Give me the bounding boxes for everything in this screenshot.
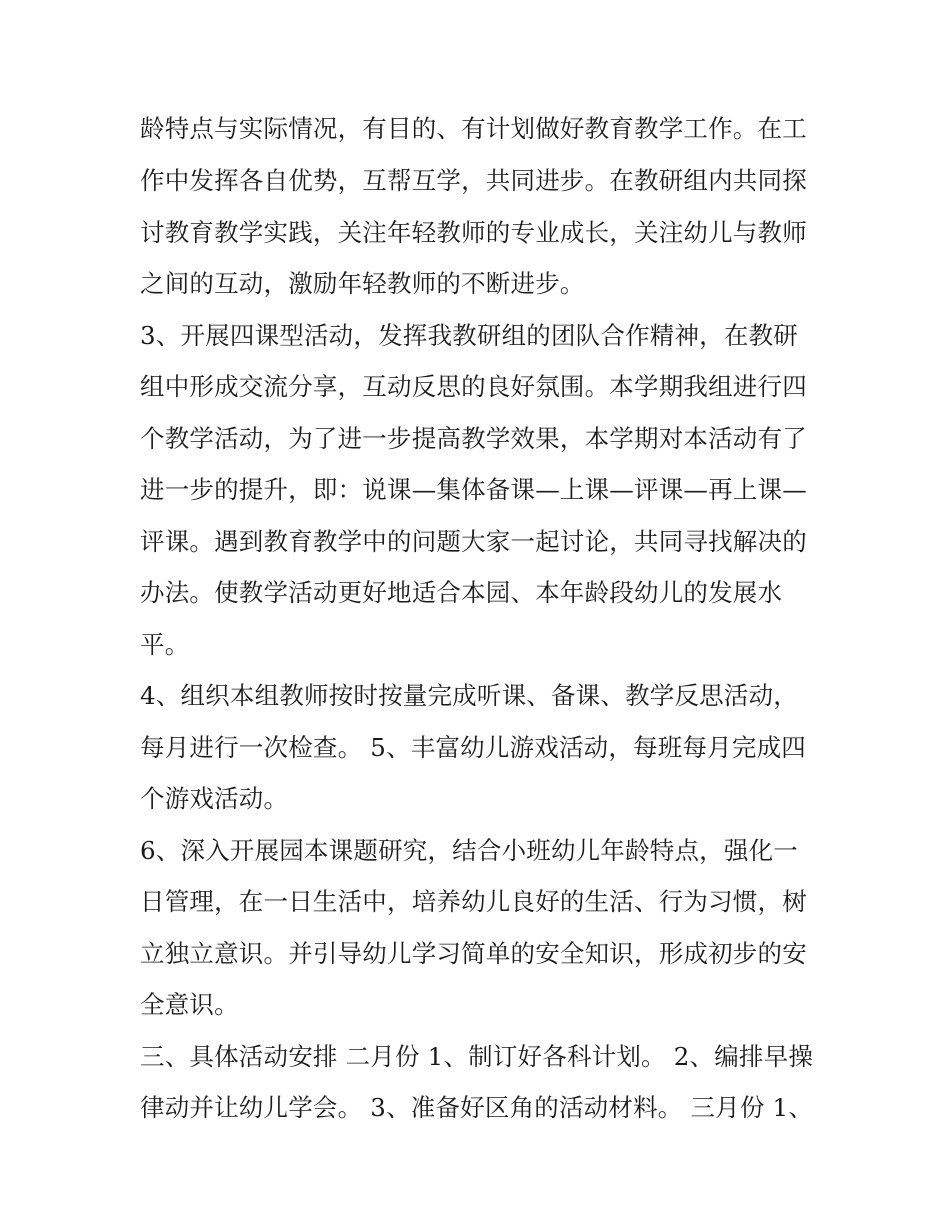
text-line: 全意识。 — [140, 990, 239, 1019]
text-line: 律动并让幼儿学会。 3、准备好区角的活动材料。 三月份 1、 — [140, 1093, 814, 1122]
text-line: 之间的互动，激励年轻教师的不断进步。 — [140, 269, 585, 298]
text-line: 6、深入开展园本课题研究，结合小班幼儿年龄特点，强化一 — [140, 836, 798, 865]
text-line: 个教学活动，为了进一步提高教学效果，本学期对本活动有了 — [140, 424, 807, 453]
text-line: 4、组织本组教师按时按量完成听课、备课、教学反思活动， — [140, 681, 798, 710]
text-line: 立独立意识。并引导幼儿学习简单的安全知识，形成初步的安 — [140, 939, 807, 968]
text-line: 三、具体活动安排 二月份 1、制订好各科计划。 2、编排早操 — [140, 1042, 814, 1071]
text-line: 3、开展四课型活动，发挥我教研组的团队合作精神，在教研 — [140, 321, 798, 350]
text-line: 平。 — [140, 630, 190, 659]
text-line: 作中发挥各自优势，互帮互学，共同进步。在教研组内共同探 — [140, 166, 807, 195]
text-line: 讨教育教学实践，关注年轻教师的专业成长，关注幼儿与教师 — [140, 218, 807, 247]
text-line: 办法。使教学活动更好地适合本园、本年龄段幼儿的发展水 — [140, 578, 783, 607]
text-line: 进一步的提升，即：说课—集体备课—上课—评课—再上课— — [140, 475, 807, 504]
text-line: 组中形成交流分享，互动反思的良好氛围。本学期我组进行四 — [140, 372, 807, 401]
text-line: 日管理，在一日生活中，培养幼儿良好的生活、行为习惯，树 — [140, 887, 807, 916]
text-line: 每月进行一次检查。 5、丰富幼儿游戏活动，每班每月完成四 — [140, 733, 806, 762]
text-line: 龄特点与实际情况，有目的、有计划做好教育教学工作。在工 — [140, 114, 807, 143]
text-line: 评课。遇到教育教学中的问题大家一起讨论，共同寻找解决的 — [140, 527, 807, 556]
text-line: 个游戏活动。 — [140, 784, 289, 813]
